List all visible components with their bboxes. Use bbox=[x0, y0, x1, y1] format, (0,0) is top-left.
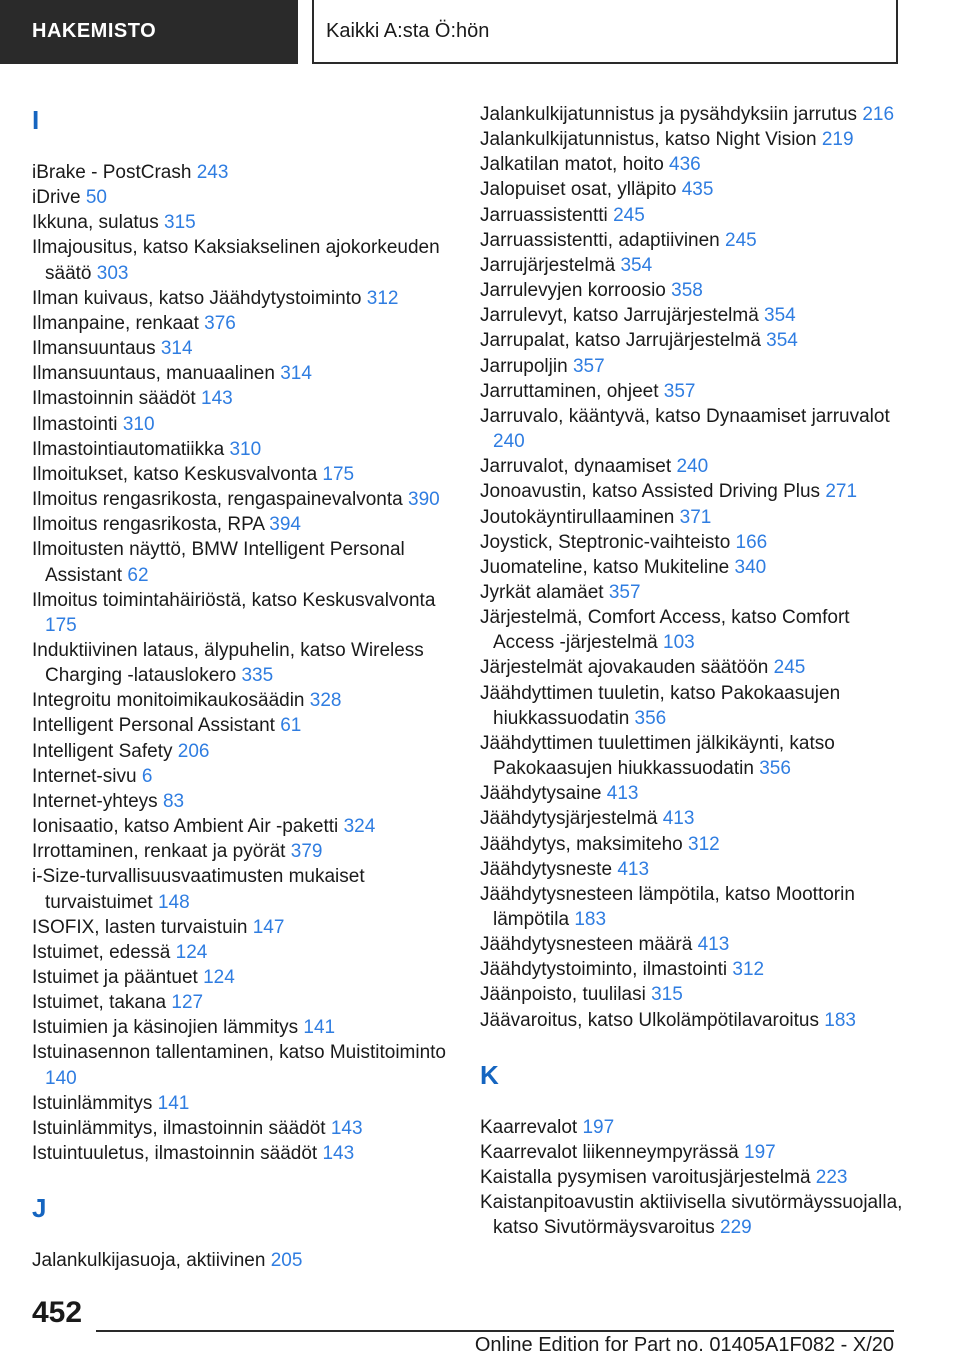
index-column-right bbox=[480, 102, 910, 1241]
index-entry-text: Jäähdyttimen tuulettimen jälkikäynti, katso Pakokaasujen hiukkassuodatin bbox=[480, 732, 835, 780]
index-entry bbox=[480, 530, 910, 555]
index-entry-text: Istuimet, edessä bbox=[32, 941, 171, 963]
index-entry bbox=[480, 278, 910, 303]
page-reference-link[interactable]: 175 bbox=[45, 614, 77, 636]
index-entry bbox=[480, 328, 910, 353]
index-entry bbox=[32, 764, 462, 789]
index-entry bbox=[32, 487, 462, 512]
index-entry bbox=[32, 1091, 462, 1116]
index-entry-text: Jalankulkijasuoja, aktiivinen bbox=[32, 1250, 266, 1272]
index-entry bbox=[32, 1141, 462, 1166]
index-entry-text: Ilmansuuntaus, manuaalinen bbox=[32, 363, 275, 385]
index-entry bbox=[480, 1190, 910, 1240]
index-entry bbox=[32, 789, 462, 814]
index-entry-text: Istuinlämmitys, ilmastoinnin säädöt bbox=[32, 1117, 326, 1139]
index-entry-text: Jäänpoisto, tuulilasi bbox=[480, 984, 646, 1006]
chapter-tab bbox=[312, 0, 898, 64]
index-entry-text: Istuinasennon tallentaminen, katso Muistitoiminto bbox=[32, 1042, 447, 1064]
index-entry bbox=[480, 102, 910, 127]
index-entry bbox=[480, 655, 910, 680]
index-entry bbox=[480, 505, 910, 530]
page-reference-link[interactable]: 303 bbox=[96, 262, 129, 284]
index-column-left bbox=[32, 100, 462, 1273]
page-reference-link[interactable]: 413 bbox=[697, 934, 730, 956]
index-entry-text: Istuimet ja pääntuet bbox=[32, 967, 198, 988]
index-entry-text: Jyrkät alamäet bbox=[480, 581, 604, 603]
page-reference-link[interactable]: 413 bbox=[662, 808, 695, 830]
index-entry-text: Integroitu monitoimikaukosäädin bbox=[32, 690, 305, 712]
page-number: 452 bbox=[32, 1296, 83, 1329]
index-entry-text: Ilmajousitus, katso Kaksiakselinen ajokorkeuden säätö bbox=[32, 237, 440, 284]
index-entry bbox=[480, 605, 910, 655]
index-entry bbox=[32, 990, 462, 1015]
page-reference-link[interactable]: 147 bbox=[252, 916, 285, 938]
index-entry bbox=[480, 806, 910, 831]
page-reference-link[interactable]: 223 bbox=[815, 1167, 848, 1189]
page-reference-link[interactable]: 206 bbox=[177, 740, 210, 762]
page-reference-link[interactable]: 371 bbox=[679, 506, 712, 528]
page-reference-link[interactable]: 413 bbox=[617, 858, 650, 880]
page-reference-link[interactable]: 166 bbox=[735, 531, 768, 553]
index-entry bbox=[32, 386, 462, 411]
page-reference-link[interactable]: 141 bbox=[157, 1092, 190, 1114]
index-entry-text: Jalankulkijatunnistus ja pysähdyksiin jarrutus bbox=[480, 104, 858, 125]
index-entry-text: Ilmoitus toimintahäiriöstä, katso Keskusvalvonta bbox=[32, 589, 436, 611]
index-entry-text: Jarrupoljin bbox=[480, 355, 568, 377]
index-entry-text: Kaistalla pysymisen varoitusjärjestelmä bbox=[480, 1167, 811, 1189]
page-reference-link[interactable]: 127 bbox=[171, 992, 204, 1014]
page-reference-link[interactable]: 312 bbox=[732, 959, 765, 981]
page-reference-link[interactable]: 335 bbox=[241, 665, 274, 687]
index-entry-text: Kaistanpitoavustin aktiivisella sivutörmäyssuojalla, katso Sivutörmäysvaroitus bbox=[480, 1192, 903, 1239]
page-reference-link[interactable]: 240 bbox=[493, 431, 525, 453]
index-entry-text: Istuimet, takana bbox=[32, 992, 167, 1014]
section-title: HAKEMISTO bbox=[32, 20, 157, 42]
index-entry-text: Induktiivinen lataus, älypuhelin, katso Wireless Charging -latauslokero bbox=[32, 639, 424, 687]
index-entry bbox=[480, 832, 910, 857]
page-reference-link[interactable]: 357 bbox=[663, 380, 696, 402]
page-reference-link[interactable]: 229 bbox=[720, 1217, 752, 1239]
index-entry bbox=[32, 1015, 462, 1040]
page-reference-link[interactable]: 324 bbox=[343, 816, 376, 838]
index-entry bbox=[480, 857, 910, 882]
index-entry-text: Ilmastointiautomatiikka bbox=[32, 438, 225, 460]
page-reference-link[interactable]: 358 bbox=[671, 280, 703, 302]
index-entry bbox=[480, 177, 910, 202]
index-entry bbox=[32, 688, 462, 713]
index-entry bbox=[480, 982, 910, 1007]
page-reference-link[interactable]: 240 bbox=[676, 456, 709, 478]
index-entry bbox=[480, 479, 910, 504]
page-reference-link[interactable]: 271 bbox=[825, 481, 858, 503]
index-entry-text: Internet-yhteys bbox=[32, 790, 158, 812]
index-entry bbox=[480, 404, 910, 454]
index-entry bbox=[32, 915, 462, 940]
index-entry-text: Juomateline, katso Mukiteline bbox=[480, 556, 730, 578]
index-entry bbox=[32, 286, 462, 311]
page-reference-link[interactable]: 340 bbox=[734, 556, 767, 578]
index-entry-text: Jalopuiset osat, ylläpito bbox=[480, 179, 677, 201]
index-entry-text: Jonoavustin, katso Assisted Driving Plus bbox=[480, 481, 821, 503]
page-reference-link[interactable]: 354 bbox=[766, 330, 798, 352]
page-reference-link[interactable]: 245 bbox=[725, 229, 757, 251]
index-entry bbox=[32, 185, 462, 210]
index-entry bbox=[480, 681, 910, 731]
index-letter-heading: J bbox=[32, 1193, 47, 1224]
index-entry bbox=[32, 437, 462, 462]
index-entry-text: Jäähdytystoiminto, ilmastointi bbox=[480, 959, 728, 981]
page-reference-link[interactable]: 245 bbox=[773, 657, 806, 679]
index-entry bbox=[480, 882, 910, 932]
page-reference-link[interactable]: 435 bbox=[681, 179, 714, 201]
index-entry-text: Jarruvalot, dynaamiset bbox=[480, 456, 672, 478]
index-entry bbox=[480, 454, 910, 479]
page-reference-link[interactable]: 205 bbox=[270, 1250, 303, 1272]
chapter-title: Kaikki A:sta Ö:hön bbox=[326, 20, 490, 42]
index-entry-text: Joutokäyntirullaaminen bbox=[480, 506, 675, 528]
page-reference-link[interactable]: 436 bbox=[669, 154, 701, 176]
index-entry bbox=[480, 228, 910, 253]
index-entry-text: Jäähdytysneste bbox=[480, 858, 613, 880]
index-entry-text: Istuinlämmitys bbox=[32, 1092, 153, 1114]
index-entry-text: Ilman kuivaus, katso Jäähdytystoiminto bbox=[32, 287, 362, 309]
page-reference-link[interactable]: 315 bbox=[651, 984, 683, 1006]
page-reference-link[interactable]: 376 bbox=[204, 312, 236, 334]
index-entry bbox=[480, 1008, 910, 1033]
edition-note: Online Edition for Part no. 01405A1F082 - X/20 bbox=[474, 1334, 894, 1356]
index-entry bbox=[32, 940, 462, 965]
index-entry-text: Järjestelmät ajovakauden säätöön bbox=[480, 657, 769, 679]
index-entry bbox=[32, 588, 462, 638]
page-reference-link[interactable]: 183 bbox=[824, 1009, 856, 1031]
index-entry bbox=[32, 1248, 462, 1273]
index-entry-text: Intelligent Safety bbox=[32, 740, 173, 762]
page-reference-link[interactable]: 219 bbox=[821, 129, 854, 151]
index-entry-text: Jarrujärjestelmä bbox=[480, 254, 616, 276]
index-entry-text: Jäähdytysnesteen määrä bbox=[480, 934, 693, 956]
index-entry bbox=[32, 864, 462, 914]
index-entry-text: Järjestelmä, Comfort Access, katso Comfort Access -järjestelmä bbox=[480, 607, 850, 654]
page-reference-link[interactable]: 357 bbox=[572, 355, 605, 377]
page-reference-link[interactable]: 356 bbox=[634, 707, 667, 729]
index-entry bbox=[32, 160, 462, 185]
index-entry bbox=[480, 152, 910, 177]
index-entry bbox=[32, 512, 462, 537]
index-entry bbox=[480, 127, 910, 152]
index-entry-text: Ilmansuuntaus bbox=[32, 338, 156, 360]
index-entry-text: Jäähdytysaine bbox=[480, 783, 602, 805]
page-reference-link[interactable]: 390 bbox=[408, 489, 440, 511]
index-entry bbox=[480, 1140, 910, 1165]
index-entry-text: Jäähdytysjärjestelmä bbox=[480, 808, 658, 830]
index-entry-text: i-Size-turvallisuusvaatimusten mukaiset turvaistuimet bbox=[32, 866, 365, 913]
index-entry bbox=[32, 235, 462, 285]
index-entry-text: Internet-sivu bbox=[32, 765, 137, 787]
index-entry bbox=[480, 203, 910, 228]
section-tab bbox=[0, 0, 298, 64]
index-entry-text: Ilmanpaine, renkaat bbox=[32, 312, 199, 334]
page-reference-link[interactable]: 354 bbox=[764, 305, 796, 327]
index-entry-text: Jäävaroitus, katso Ulkolämpötilavaroitus bbox=[480, 1009, 819, 1031]
page-reference-link[interactable]: 243 bbox=[196, 162, 229, 183]
index-entry bbox=[480, 379, 910, 404]
page-reference-link[interactable]: 379 bbox=[290, 841, 323, 863]
page-reference-link[interactable]: 124 bbox=[203, 967, 235, 988]
page-reference-link[interactable]: 314 bbox=[160, 338, 193, 360]
index-entry bbox=[32, 412, 462, 437]
index-letter-heading: K bbox=[480, 1059, 499, 1090]
page-header bbox=[0, 0, 960, 66]
page-reference-link[interactable]: 357 bbox=[608, 581, 641, 603]
index-entry-text: Ionisaatio, katso Ambient Air -paketti bbox=[32, 816, 339, 838]
index-entry-text: Jäähdytys, maksimiteho bbox=[480, 833, 683, 855]
page-reference-link[interactable]: 103 bbox=[663, 632, 695, 654]
index-entry bbox=[480, 932, 910, 957]
index-entry bbox=[32, 965, 462, 990]
index-entry bbox=[480, 354, 910, 379]
page-reference-link[interactable]: 62 bbox=[127, 564, 149, 586]
index-entry-text: Jarruassistentti bbox=[480, 204, 608, 226]
index-entry bbox=[32, 311, 462, 336]
index-entry-text: Ilmoitusten näyttö, BMW Intelligent Personal Assistant bbox=[32, 539, 405, 586]
page-reference-link[interactable]: 143 bbox=[330, 1117, 363, 1139]
page-reference-link[interactable]: 245 bbox=[613, 204, 645, 226]
page-reference-link[interactable]: 140 bbox=[45, 1067, 77, 1089]
page-reference-link[interactable]: 310 bbox=[122, 413, 155, 435]
page-reference-link[interactable]: 183 bbox=[574, 909, 607, 930]
page-reference-link[interactable]: 354 bbox=[620, 254, 653, 276]
page-reference-link[interactable]: 50 bbox=[85, 187, 107, 209]
index-entry-text: Kaarrevalot bbox=[480, 1116, 578, 1138]
page-reference-link[interactable]: 83 bbox=[162, 790, 185, 812]
index-entry-text: Jalankulkijatunnistus, katso Night Vision bbox=[480, 129, 817, 151]
index-entry-text: Kaarrevalot liikenneympyrässä bbox=[480, 1141, 739, 1163]
page-reference-link[interactable]: 148 bbox=[157, 891, 190, 913]
index-entry bbox=[32, 814, 462, 839]
index-entry bbox=[480, 781, 910, 806]
index-entry bbox=[32, 336, 462, 361]
page-reference-link[interactable]: 310 bbox=[229, 438, 262, 460]
index-entry bbox=[480, 580, 910, 605]
page-reference-link[interactable]: 143 bbox=[322, 1143, 355, 1165]
index-entry bbox=[480, 1115, 910, 1140]
page-reference-link[interactable]: 197 bbox=[582, 1116, 615, 1138]
page-reference-link[interactable]: 394 bbox=[269, 514, 301, 536]
index-entry-text: Istuimien ja käsinojien lämmitys bbox=[32, 1017, 299, 1039]
page-reference-link[interactable]: 197 bbox=[744, 1141, 776, 1163]
index-entry bbox=[32, 210, 462, 235]
index-entry bbox=[32, 739, 462, 764]
index-entry bbox=[480, 253, 910, 278]
index-entry-text: Jalkatilan matot, hoito bbox=[480, 154, 664, 176]
index-entry bbox=[480, 1165, 910, 1190]
page-reference-link[interactable]: 143 bbox=[201, 388, 233, 410]
index-entry-text: Ilmastointi bbox=[32, 413, 118, 435]
page-reference-link[interactable]: 356 bbox=[759, 758, 791, 780]
index-entry-text: Jäähdytysnesteen lämpötila, katso Moottorin lämpötila bbox=[480, 883, 855, 930]
index-entry bbox=[32, 839, 462, 864]
index-entry bbox=[32, 537, 462, 587]
index-entry-text: Ilmoitukset, katso Keskusvalvonta bbox=[32, 463, 318, 485]
page-reference-link[interactable]: 216 bbox=[862, 104, 895, 125]
page-reference-link[interactable]: 61 bbox=[280, 715, 302, 737]
index-entry-text: Jarrupalat, katso Jarrujärjestelmä bbox=[480, 330, 761, 352]
index-entry-text: Ilmastoinnin säädöt bbox=[32, 388, 196, 410]
page-reference-link[interactable]: 141 bbox=[303, 1017, 336, 1039]
index-entry bbox=[480, 555, 910, 580]
index-entry-text: iDrive bbox=[32, 187, 81, 209]
index-entry bbox=[32, 462, 462, 487]
index-entry-text: Joystick, Steptronic-vaihteisto bbox=[480, 531, 731, 553]
index-entry-text: Ikkuna, sulatus bbox=[32, 212, 159, 234]
index-entry bbox=[32, 638, 462, 688]
index-entry-text: Jarrulevyt, katso Jarrujärjestelmä bbox=[480, 305, 759, 327]
index-entry bbox=[32, 1116, 462, 1141]
page-reference-link[interactable]: 175 bbox=[322, 463, 355, 485]
page-reference-link[interactable]: 315 bbox=[164, 212, 196, 234]
index-entry bbox=[480, 303, 910, 328]
page-reference-link[interactable]: 413 bbox=[606, 783, 639, 805]
footer-divider bbox=[96, 1330, 894, 1332]
index-entry-text: Ilmoitus rengasrikosta, rengaspainevalvonta bbox=[32, 489, 403, 511]
page-reference-link[interactable]: 124 bbox=[175, 941, 208, 963]
index-entry-text: Ilmoitus rengasrikosta, RPA bbox=[32, 514, 264, 536]
index-entry-text: Jarruvalo, kääntyvä, katso Dynaamiset jarruvalot bbox=[480, 405, 890, 427]
index-entry-text: Irrottaminen, renkaat ja pyörät bbox=[32, 841, 286, 863]
index-entry-text: ISOFIX, lasten turvaistuin bbox=[32, 916, 248, 938]
index-entry bbox=[32, 713, 462, 738]
page-reference-link[interactable]: 6 bbox=[141, 765, 153, 787]
index-entry bbox=[480, 957, 910, 982]
index-entry-text: Jarruassistentti, adaptiivinen bbox=[480, 229, 720, 251]
page-reference-link[interactable]: 314 bbox=[280, 363, 312, 385]
index-letter-heading: I bbox=[32, 105, 40, 135]
index-entry-text: iBrake - PostCrash bbox=[32, 162, 192, 183]
index-entry-text: Jarruttaminen, ohjeet bbox=[480, 380, 659, 402]
index-entry-text: Istuintuuletus, ilmastoinnin säädöt bbox=[32, 1143, 318, 1165]
page-reference-link[interactable]: 328 bbox=[309, 690, 342, 712]
index-entry bbox=[32, 361, 462, 386]
index-entry-text: Jäähdyttimen tuuletin, katso Pakokaasujen hiukkassuodatin bbox=[480, 682, 841, 729]
index-entry-text: Jarrulevyjen korroosio bbox=[480, 280, 666, 302]
index-entry-text: Intelligent Personal Assistant bbox=[32, 715, 275, 737]
page-reference-link[interactable]: 312 bbox=[688, 833, 720, 855]
page-reference-link[interactable]: 312 bbox=[366, 287, 399, 309]
index-entry bbox=[480, 731, 910, 781]
index-entry bbox=[32, 1040, 462, 1090]
